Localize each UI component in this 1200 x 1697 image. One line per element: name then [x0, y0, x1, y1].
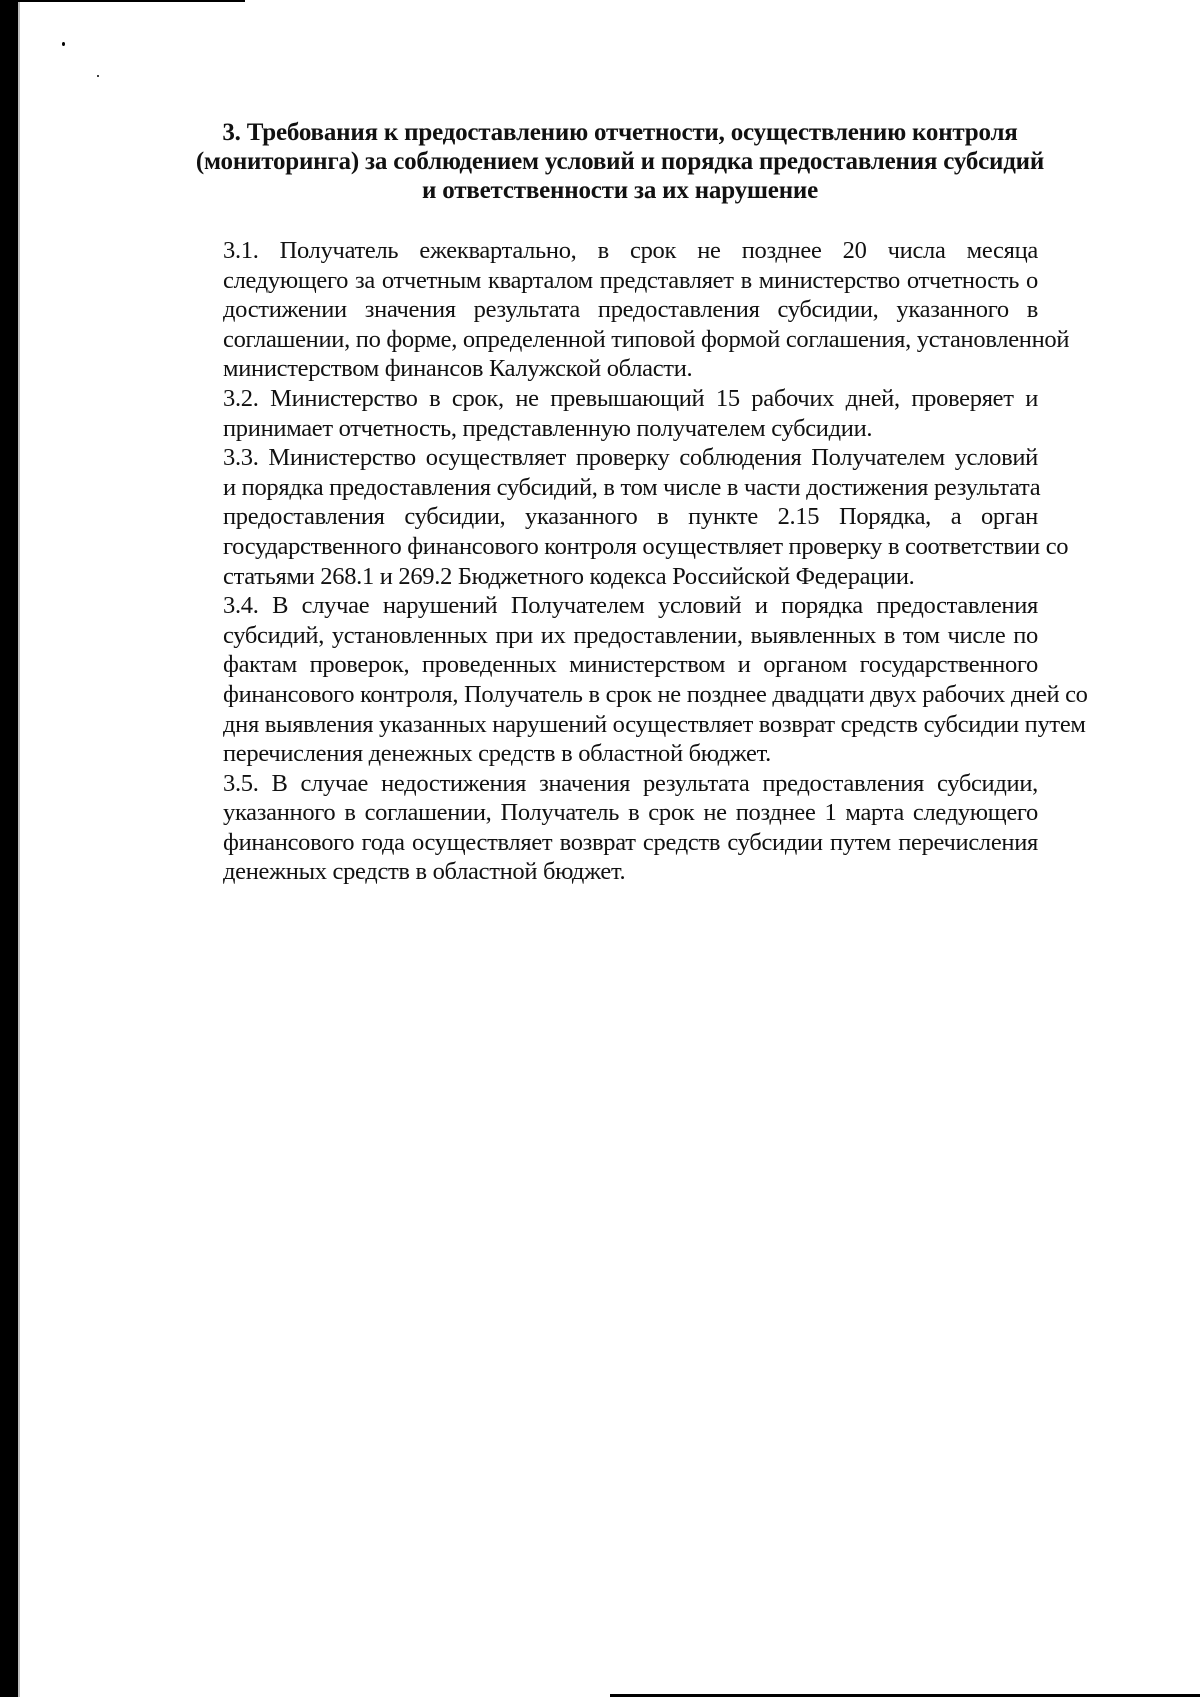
- paragraph-line: финансового года осуществляет возврат средств субсидии путем перечисления: [223, 828, 1038, 856]
- paragraph-line: соглашении, по форме, определенной типовой формой соглашения, установленной: [223, 325, 1070, 353]
- paragraph-3-3: [153, 443, 1069, 591]
- paragraph-line: статьями 268.1 и 269.2 Бюджетного кодекса Российской Федерации.: [223, 562, 915, 590]
- paragraph-line: 3.5. В случае недостижения значения результата предоставления субсидии,: [223, 769, 1038, 797]
- section-heading: [160, 118, 1080, 205]
- section-heading-line: и ответственности за их нарушение: [421, 177, 819, 204]
- paragraph-line: финансового контроля, Получатель в срок не позднее двадцати двух рабочих дней со: [223, 680, 1088, 708]
- paragraph-line: денежных средств в областной бюджет.: [223, 858, 626, 886]
- paragraph-line: принимает отчетность, представленную получателем субсидии.: [223, 414, 873, 442]
- paragraph-line: следующего за отчетным кварталом представляет в министерство отчетность о: [223, 266, 1038, 294]
- section-heading-line: (мониторинга) за соблюдением условий и порядка предоставления субсидий: [195, 148, 1045, 175]
- paragraph-3-4: [153, 591, 1088, 769]
- paragraph-line: 3.1. Получатель ежеквартально, в срок не позднее 20 числа месяца: [223, 237, 1038, 264]
- paragraph-line: перечисления денежных средств в областной бюджет.: [223, 740, 771, 768]
- paragraph-line: дня выявления указанных нарушений осуществляет возврат средств субсидии путем: [223, 710, 1086, 738]
- paragraph-3-2: [153, 384, 1038, 443]
- paragraph-line: 3.2. Министерство в срок, не превышающий 15 рабочих дней, проверяет и: [223, 384, 1038, 412]
- paragraph-line: достижении значения результата предоставления субсидии, указанного в: [223, 296, 1038, 324]
- paragraph-line: министерством финансов Калужской области.: [223, 355, 693, 383]
- paragraph-line: и порядка предоставления субсидий, в том числе в части достижения результата: [223, 473, 1041, 501]
- document-body: [153, 236, 1088, 887]
- paragraph-3-5: [153, 769, 1038, 887]
- paragraph-line: указанного в соглашении, Получатель в срок не позднее 1 марта следующего: [223, 799, 1038, 827]
- paragraph-line: субсидий, установленных при их предоставлении, выявленных в том числе по: [223, 621, 1038, 649]
- paragraph-line: 3.4. В случае нарушений Получателем условий и порядка предоставления: [223, 592, 1038, 620]
- paragraph-line: 3.3. Министерство осуществляет проверку соблюдения Получателем условий: [223, 444, 1038, 472]
- paragraph-3-1: [153, 236, 1070, 384]
- section-heading-line: 3. Требования к предоставлению отчетности, осуществлению контроля: [222, 119, 1018, 146]
- paragraph-line: фактам проверок, проведенных министерством и органом государственного: [223, 651, 1038, 679]
- paragraph-line: государственного финансового контроля осуществляет проверку в соответствии со: [223, 532, 1069, 560]
- paragraph-line: предоставления субсидии, указанного в пункте 2.15 Порядка, а орган: [223, 503, 1038, 531]
